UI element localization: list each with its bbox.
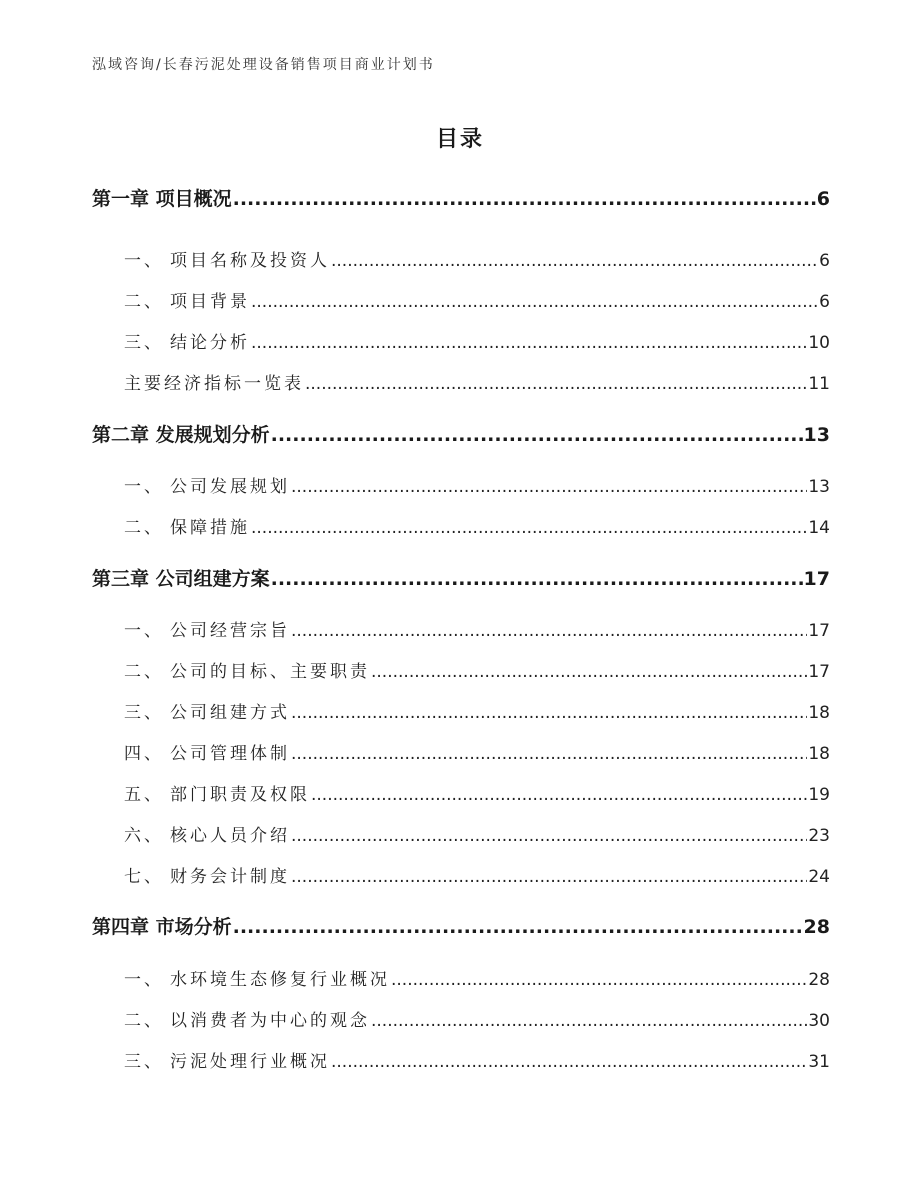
toc-entry-label — [92, 616, 290, 641]
dot-leader — [291, 621, 807, 641]
toc-title: 目录 — [435, 127, 484, 152]
toc-chapter-entry[interactable] — [92, 184, 830, 211]
toc-chapter-entry[interactable] — [92, 912, 830, 939]
toc-section-entry[interactable] — [92, 246, 830, 271]
dot-leader — [251, 518, 807, 538]
dot-leader — [311, 785, 807, 805]
toc-section-entry[interactable] — [92, 369, 830, 394]
toc-page-number: 19 — [808, 785, 830, 805]
toc-entry-label — [92, 369, 304, 394]
toc-entry-label — [92, 564, 270, 591]
toc-entry-text: 第一章 项目概况 — [92, 188, 232, 210]
toc-section-entry[interactable] — [92, 965, 830, 990]
toc-page-number: 18 — [808, 703, 830, 723]
toc-entry-label — [92, 1047, 330, 1072]
toc-entry-number: 一、 — [124, 477, 164, 497]
toc-entry-label — [92, 287, 250, 312]
dot-leader — [291, 826, 807, 846]
toc-entry-text: 结论分析 — [170, 333, 250, 353]
toc-entry-number: 七、 — [124, 867, 164, 887]
toc-entry-text: 财务会计制度 — [170, 867, 290, 887]
toc-entry-number: 三、 — [124, 333, 164, 353]
toc-entry-text: 主要经济指标一览表 — [124, 374, 304, 394]
toc-section-entry[interactable] — [92, 862, 830, 887]
toc-entry-text: 以消费者为中心的观念 — [170, 1011, 370, 1031]
toc-entry-text: 核心人员介绍 — [170, 826, 290, 846]
toc-section-entry[interactable] — [92, 287, 830, 312]
toc-entry-label — [92, 698, 290, 723]
toc-entry-text: 公司管理体制 — [170, 744, 290, 764]
toc-entry-text: 公司的目标、主要职责 — [170, 662, 370, 682]
toc-entry-label — [92, 184, 232, 211]
toc-section-entry[interactable] — [92, 1047, 830, 1072]
toc-entry-number: 二、 — [124, 1011, 164, 1031]
toc-entry-number: 一、 — [124, 251, 164, 271]
toc-entry-text: 公司发展规划 — [170, 477, 290, 497]
toc-entry-text: 公司组建方式 — [170, 703, 290, 723]
toc-section-entry[interactable] — [92, 472, 830, 497]
dot-leader — [271, 424, 803, 446]
toc-page-number: 23 — [808, 826, 830, 846]
toc-page-number: 31 — [808, 1052, 830, 1072]
toc-entry-number: 二、 — [124, 292, 164, 312]
toc-section-entry[interactable] — [92, 1006, 830, 1031]
toc-entry-number: 四、 — [124, 744, 164, 764]
toc-entry-label — [92, 246, 330, 271]
dot-leader — [291, 867, 807, 887]
dot-leader — [291, 477, 807, 497]
toc-section-entry[interactable] — [92, 780, 830, 805]
dot-leader — [331, 251, 818, 271]
toc-entry-text: 第二章 发展规划分析 — [92, 424, 270, 446]
toc-page-number: 6 — [819, 292, 830, 312]
toc-page-number: 17 — [808, 662, 830, 682]
dot-leader — [291, 744, 807, 764]
toc-entry-label — [92, 862, 290, 887]
toc-page-number: 28 — [803, 916, 830, 938]
toc-entry-number: 二、 — [124, 518, 164, 538]
toc-entry-label — [92, 657, 370, 682]
toc-entry-label — [92, 513, 250, 538]
toc-chapter-entry[interactable] — [92, 564, 830, 591]
dot-leader — [305, 374, 807, 394]
toc-page-number: 30 — [808, 1011, 830, 1031]
toc-entry-label — [92, 821, 290, 846]
toc-entry-number: 五、 — [124, 785, 164, 805]
toc-entry-number: 一、 — [124, 970, 164, 990]
toc-entry-label — [92, 912, 232, 939]
toc-entry-label — [92, 965, 390, 990]
toc-entry-number: 二、 — [124, 662, 164, 682]
dot-leader — [233, 188, 816, 210]
toc-entry-number: 一、 — [124, 621, 164, 641]
toc-page-number: 14 — [808, 518, 830, 538]
dot-leader — [391, 970, 807, 990]
toc-page-number: 13 — [803, 424, 830, 446]
toc-page-number: 6 — [819, 251, 830, 271]
toc-section-entry[interactable] — [92, 698, 830, 723]
toc-entry-text: 项目背景 — [170, 292, 250, 312]
toc-entry-number: 三、 — [124, 1052, 164, 1072]
toc-page-number: 10 — [808, 333, 830, 353]
toc-section-entry[interactable] — [92, 739, 830, 764]
toc-page-number: 11 — [808, 374, 830, 394]
dot-leader — [271, 568, 803, 590]
toc-page-number: 13 — [808, 477, 830, 497]
toc-entry-text: 水环境生态修复行业概况 — [170, 970, 390, 990]
toc-section-entry[interactable] — [92, 616, 830, 641]
toc-section-entry[interactable] — [92, 328, 830, 353]
dot-leader — [371, 1011, 807, 1031]
dot-leader — [251, 333, 807, 353]
toc-entry-label — [92, 739, 290, 764]
toc-entry-text: 第四章 市场分析 — [92, 916, 232, 938]
dot-leader — [371, 662, 807, 682]
toc-page-number: 18 — [808, 744, 830, 764]
toc-entry-label — [92, 1006, 370, 1031]
toc-page-number: 6 — [816, 188, 830, 210]
toc-section-entry[interactable] — [92, 513, 830, 538]
toc-entry-label — [92, 472, 290, 497]
toc-page-number: 17 — [803, 568, 830, 590]
dot-leader — [331, 1052, 807, 1072]
toc-page-number: 17 — [808, 621, 830, 641]
toc-entry-label — [92, 328, 250, 353]
toc-chapter-entry[interactable] — [92, 420, 830, 447]
toc-entry-text: 第三章 公司组建方案 — [92, 568, 270, 590]
toc-entry-text: 部门职责及权限 — [170, 785, 310, 805]
toc-page-number: 28 — [808, 970, 830, 990]
toc-entry-text: 公司经营宗旨 — [170, 621, 290, 641]
document-header: 泓域咨询/长春污泥处理设备销售项目商业计划书 — [92, 57, 435, 73]
toc-entry-text: 项目名称及投资人 — [170, 251, 330, 271]
toc-entry-text: 保障措施 — [170, 518, 250, 538]
toc-entry-label — [92, 420, 270, 447]
toc-entry-number: 三、 — [124, 703, 164, 723]
toc-section-entry[interactable] — [92, 821, 830, 846]
dot-leader — [251, 292, 818, 312]
toc-page-number: 24 — [808, 867, 830, 887]
toc-entry-label — [92, 780, 310, 805]
toc-entry-text: 污泥处理行业概况 — [170, 1052, 330, 1072]
dot-leader — [291, 703, 807, 723]
dot-leader — [233, 916, 803, 938]
toc-entry-number: 六、 — [124, 826, 164, 846]
toc-section-entry[interactable] — [92, 657, 830, 682]
